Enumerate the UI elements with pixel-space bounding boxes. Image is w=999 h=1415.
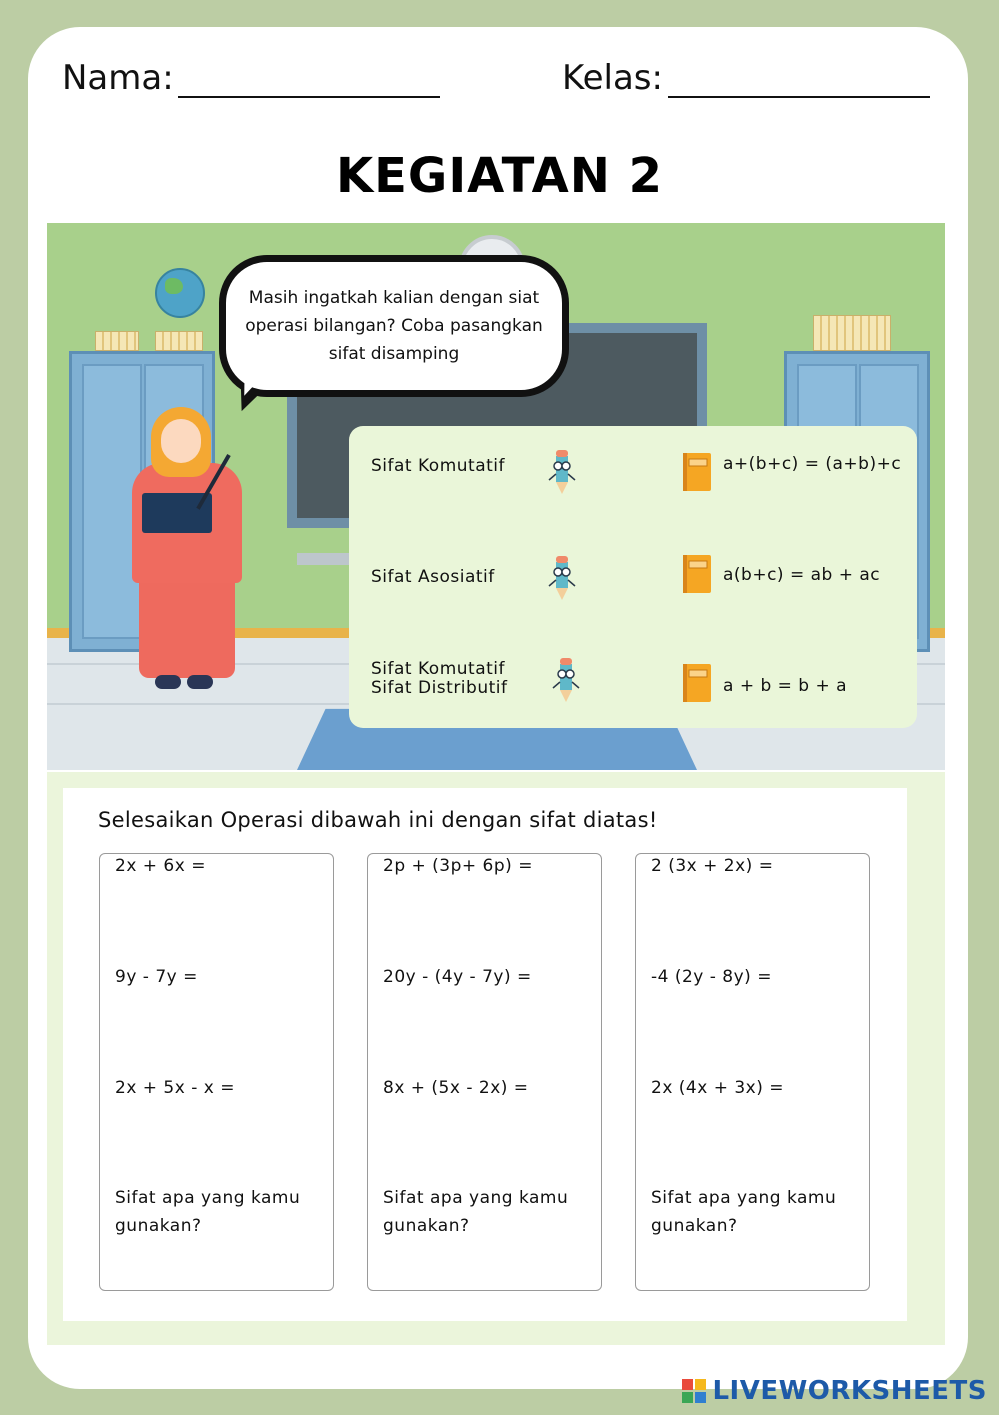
- class-input-line[interactable]: [668, 96, 930, 98]
- pencil-character-icon[interactable]: [547, 450, 577, 494]
- question-3-2: -4 (2y - 8y) =: [651, 967, 772, 987]
- question-3-3: 2x (4x + 3x) =: [651, 1078, 784, 1098]
- brand-name: LIVEWORKSHEETS: [712, 1376, 987, 1406]
- question-2-1: 2p + (3p+ 6p) =: [383, 856, 533, 876]
- name-label: Nama:: [62, 58, 174, 98]
- formula-asosiatif[interactable]: a+(b+c) = (a+b)+c: [723, 454, 902, 474]
- globe-icon: [155, 268, 205, 318]
- name-input-line[interactable]: [178, 96, 440, 98]
- orange-book-icon[interactable]: [683, 555, 711, 593]
- property-komutatif[interactable]: Sifat Komutatif: [371, 659, 505, 679]
- property-distributif-label[interactable]: Sifat Distributif: [371, 678, 508, 698]
- question-1-3: 2x + 5x - x =: [115, 1078, 235, 1098]
- property-prompt-2: Sifat apa yang kamu gunakan?: [383, 1188, 569, 1236]
- property-komutatif-label[interactable]: Sifat Komutatif: [371, 456, 505, 476]
- exercise-instruction: Selesaikan Operasi dibawah ini dengan sifat diatas!: [98, 808, 658, 832]
- answer-box-3[interactable]: [635, 853, 870, 1291]
- question-3-1: 2 (3x + 2x) =: [651, 856, 774, 876]
- answer-box-1[interactable]: [99, 853, 334, 1291]
- question-2-3: 8x + (5x - 2x) =: [383, 1078, 529, 1098]
- formula-komutatif[interactable]: a + b = b + a: [723, 676, 848, 696]
- question-1-2: 9y - 7y =: [115, 967, 198, 987]
- property-prompt-1: Sifat apa yang kamu gunakan?: [115, 1188, 301, 1236]
- teacher-avatar: [161, 419, 201, 463]
- orange-book-icon[interactable]: [683, 453, 711, 491]
- formula-distributif[interactable]: a(b+c) = ab + ac: [723, 565, 881, 585]
- liveworksheets-brand: [682, 1374, 987, 1408]
- class-label: Kelas:: [562, 58, 663, 98]
- page-title: KEGIATAN 2: [335, 148, 664, 204]
- pencil-character-icon[interactable]: [547, 556, 577, 600]
- answer-box-2[interactable]: [367, 853, 602, 1291]
- speech-bubble: [219, 255, 569, 397]
- liveworksheets-logo-icon: [682, 1379, 706, 1403]
- speech-bubble-text: Masih ingatkah kalian dengan siat operasi bilangan? Coba pasangkan sifat disamping: [245, 288, 543, 364]
- question-1-1: 2x + 6x =: [115, 856, 206, 876]
- orange-book-icon[interactable]: [683, 664, 711, 702]
- pencil-character-icon[interactable]: [551, 658, 581, 702]
- property-prompt-3: Sifat apa yang kamu gunakan?: [651, 1188, 837, 1236]
- property-asosiatif-label[interactable]: Sifat Asosiatif: [371, 567, 495, 587]
- question-2-2: 20y - (4y - 7y) =: [383, 967, 532, 987]
